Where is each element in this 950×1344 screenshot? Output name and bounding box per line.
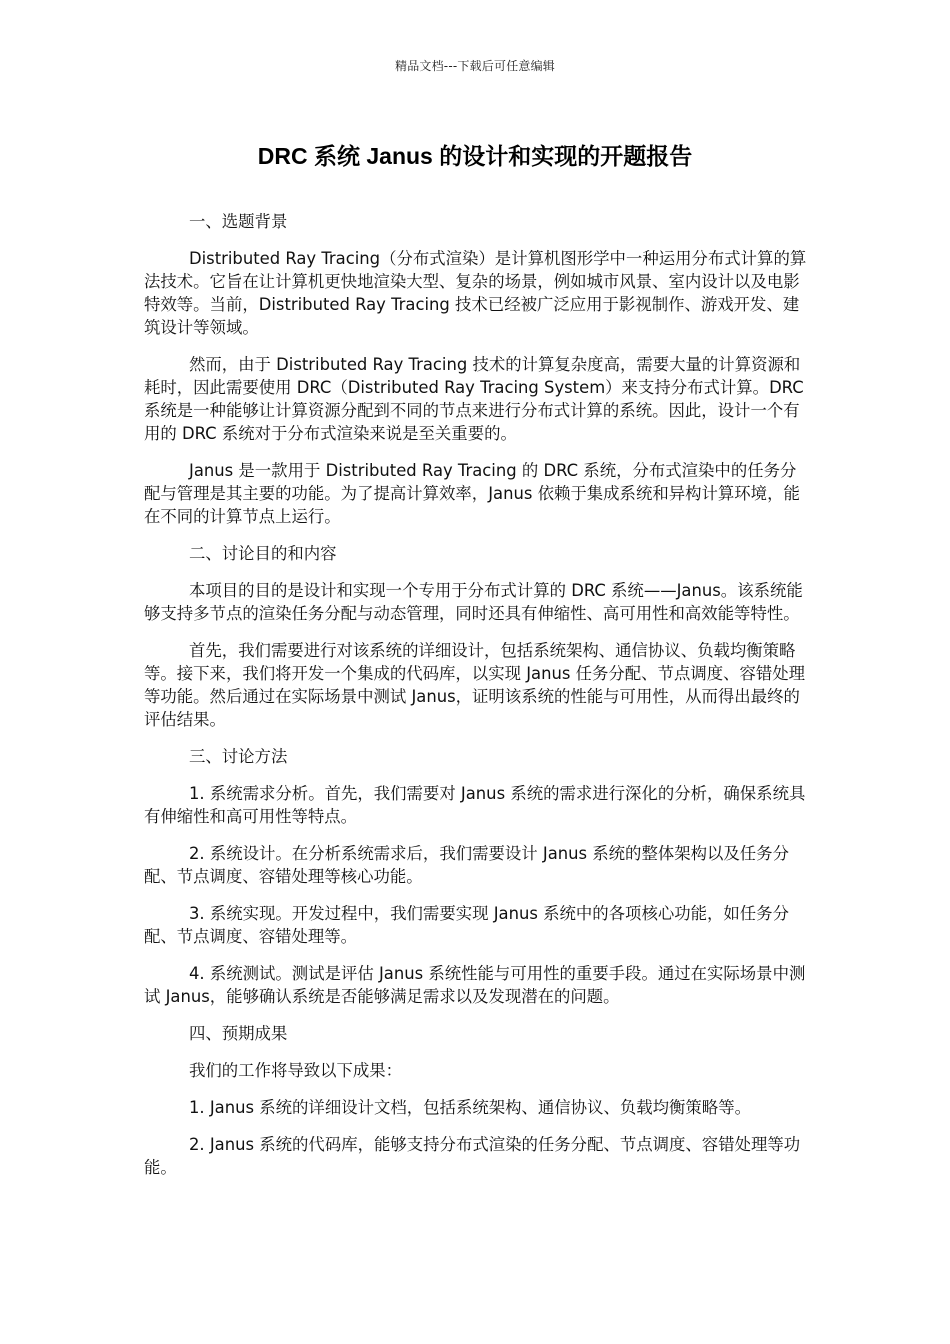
section-heading-outcomes: 四、预期成果	[189, 1024, 288, 1043]
outcome-item: 2. Janus 系统的代码库，能够支持分布式渲染的任务分配、节点调度、容错处理等功能。	[144, 1135, 801, 1177]
outcomes-intro: 我们的工作将导致以下成果：	[189, 1061, 403, 1080]
method-item: 1. 系统需求分析。首先，我们需要对 Janus 系统的需求进行深化的分析，确保系统具有伸缩性和高可用性等特点。	[144, 784, 806, 826]
header-note: 精品文档---下载后可任意编辑	[395, 59, 555, 73]
paragraph: 然而，由于 Distributed Ray Tracing 技术的计算复杂度高，需要大量的计算资源和耗时，因此需要使用 DRC（Distributed Ray Tracing System）来支持分布式计算。DRC 系统是一种能够让计算资源分配到不同的节点来进行分布式计算的系统。因此，设计一个有用的 DRC 系统对于分布式渲染来说是至关重要的。	[144, 355, 804, 443]
section-heading-background: 一、选题背景	[189, 212, 288, 231]
document-title: DRC 系统 Janus 的设计和实现的开题报告	[257, 143, 693, 169]
paragraph: Janus 是一款用于 Distributed Ray Tracing 的 DRC 系统，分布式渲染中的任务分配与管理是其主要的功能。为了提高计算效率，Janus 依赖于集成系统和异构计算环境，能在不同的计算节点上运行。	[144, 461, 800, 526]
method-item: 2. 系统设计。在分析系统需求后，我们需要设计 Janus 系统的整体架构以及任务分配、节点调度、容错处理等核心功能。	[144, 844, 789, 886]
method-item: 3. 系统实现。开发过程中，我们需要实现 Janus 系统中的各项核心功能，如任务分配、节点调度、容错处理等。	[144, 904, 789, 946]
section-heading-goals: 二、讨论目的和内容	[189, 544, 337, 563]
paragraph: Distributed Ray Tracing（分布式渲染）是计算机图形学中一种运用分布式计算的算法技术。它旨在让计算机更快地渲染大型、复杂的场景，例如城市风景、室内设计以及电影特效等。当前，Distributed Ray Tracing 技术已经被广泛应用于影视制作、游戏开发、建筑设计等领域。	[144, 249, 807, 337]
method-item: 4. 系统测试。测试是评估 Janus 系统性能与可用性的重要手段。通过在实际场景中测试 Janus，能够确认系统是否能够满足需求以及发现潜在的问题。	[144, 964, 806, 1006]
paragraph: 首先，我们需要进行对该系统的详细设计，包括系统架构、通信协议、负载均衡策略等。接下来，我们将开发一个集成的代码库，以实现 Janus 任务分配、节点调度、容错处理等功能。然后通过在实际场景中测试 Janus，证明该系统的性能与可用性，从而得出最终的评估结果。	[144, 641, 806, 729]
outcome-item: 1. Janus 系统的详细设计文档，包括系统架构、通信协议、负载均衡策略等。	[189, 1098, 751, 1117]
document-body	[144, 210, 809, 1193]
paragraph: 本项目的目的是设计和实现一个专用于分布式计算的 DRC 系统——Janus。该系统能够支持多节点的渲染任务分配与动态管理，同时还具有伸缩性、高可用性和高效能等特性。	[144, 581, 803, 623]
section-heading-methods: 三、讨论方法	[189, 747, 288, 766]
